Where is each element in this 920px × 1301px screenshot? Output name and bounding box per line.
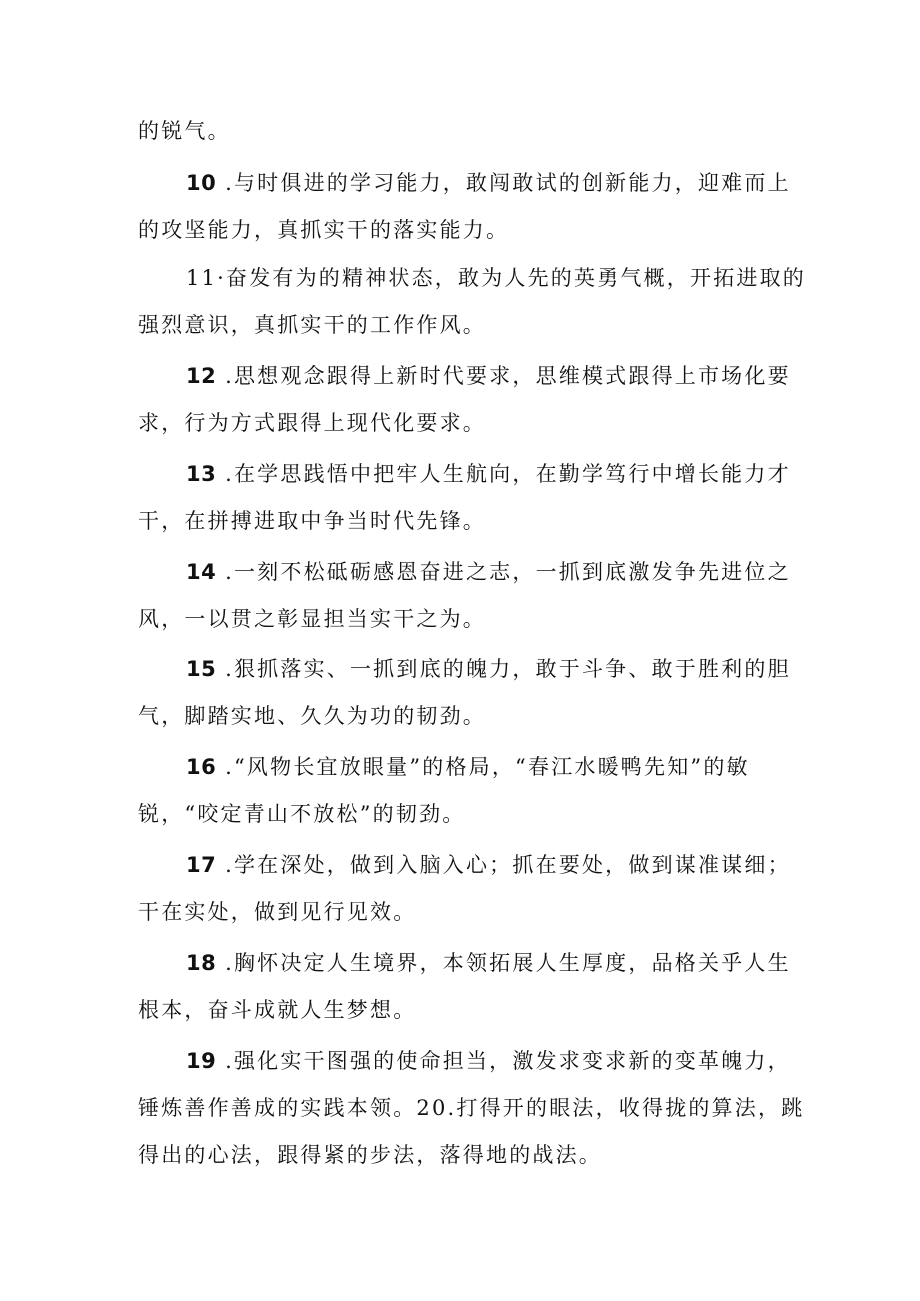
paragraph-line (138, 549, 792, 596)
paragraph-text: 求，行为方式跟得上现代化要求。 (138, 411, 486, 435)
paragraph-16 (138, 744, 792, 838)
item-number: 12 (186, 364, 217, 388)
paragraph-text: 11·奋发有为的精神状态，敢为人先的英勇气概，开拓进取的 (186, 266, 806, 290)
paragraph-line (138, 1132, 792, 1179)
paragraph-line (138, 108, 792, 155)
item-number: 18 (186, 951, 217, 975)
paragraph-0 (138, 108, 792, 155)
paragraph-text: .与时俱进的学习能力，敢闯敢试的创新能力，迎难而上 (216, 171, 791, 195)
item-number: 19 (186, 1049, 217, 1073)
paragraph-line (138, 400, 792, 447)
paragraph-line (138, 596, 792, 643)
paragraph-line (138, 255, 806, 302)
paragraph-text: 气，脚踏实地、久久为功的韧劲。 (138, 704, 486, 728)
paragraph-text: 锐，“咬定青山不放松”的韧劲。 (138, 802, 466, 826)
paragraph-text: .学在深处，做到入脑入心；抓在要处，做到谋准谋细； (216, 853, 791, 877)
paragraph-line (138, 791, 792, 838)
paragraph-17 (138, 842, 792, 936)
paragraph-text: .思想观念跟得上新时代要求，思维模式跟得上市场化要 (216, 364, 791, 388)
paragraph-line (138, 889, 792, 936)
paragraph-line (138, 987, 792, 1034)
paragraph-text: 的攻坚能力，真抓实干的落实能力。 (138, 218, 510, 242)
paragraph-text: 干，在拼搏进取中争当时代先锋。 (138, 509, 486, 533)
paragraph-line (138, 646, 792, 693)
item-number: 13 (186, 462, 217, 486)
paragraph-19 (138, 1038, 805, 1179)
paragraph-text: .一刻不松砥砺感恩奋进之志，一抓到底激发争先进位之 (216, 560, 791, 584)
paragraph-line (138, 842, 792, 889)
paragraph-text: .在学思践悟中把牢人生航向，在勤学笃行中增长能力才 (216, 462, 791, 486)
paragraph-line (138, 451, 792, 498)
paragraph-text: .胸怀决定人生境界，本领拓展人生厚度，品格关乎人生 (216, 951, 791, 975)
paragraph-13 (138, 451, 792, 545)
paragraph-text: .狠抓落实、一抓到底的魄力，敢于斗争、敢于胜利的胆 (216, 657, 791, 681)
item-number: 16 (186, 755, 217, 779)
paragraph-10 (138, 160, 792, 254)
item-number: 10 (186, 171, 217, 195)
paragraph-line (138, 160, 792, 207)
paragraph-line (138, 940, 792, 987)
paragraph-text: 风，一以贯之彰显担当实干之为。 (138, 607, 486, 631)
paragraph-text: 得出的心法，跟得紧的步法，落得地的战法。 (138, 1143, 602, 1167)
paragraph-12 (138, 353, 792, 447)
paragraph-15 (138, 646, 792, 740)
paragraph-14 (138, 549, 792, 643)
paragraph-text: 的锐气。 (138, 119, 231, 143)
paragraph-text: 强烈意识，真抓实干的工作作风。 (138, 313, 486, 337)
paragraph-line (138, 302, 792, 349)
paragraph-line (138, 1038, 792, 1085)
paragraph-text: 根本，奋斗成就人生梦想。 (138, 998, 417, 1022)
paragraph-text: 干在实处，做到见行见效。 (138, 900, 417, 924)
paragraph-line (138, 1085, 805, 1132)
item-number: 14 (186, 560, 217, 584)
paragraph-text: 锤炼善作善成的实践本领。20.打得开的眼法，收得拢的算法，跳 (138, 1096, 805, 1120)
paragraph-18 (138, 940, 792, 1034)
paragraph-11 (138, 255, 806, 349)
paragraph-text: .“风物长宜放眼量”的格局，“春江水暖鸭先知”的敏 (216, 755, 750, 779)
paragraph-text: .强化实干图强的使命担当，激发求变求新的变革魄力， (216, 1049, 791, 1073)
paragraph-line (138, 498, 792, 545)
paragraph-line (138, 353, 792, 400)
item-number: 17 (186, 853, 217, 877)
paragraph-line (138, 207, 792, 254)
paragraph-line (138, 693, 792, 740)
item-number: 15 (186, 657, 217, 681)
paragraph-line (138, 744, 792, 791)
